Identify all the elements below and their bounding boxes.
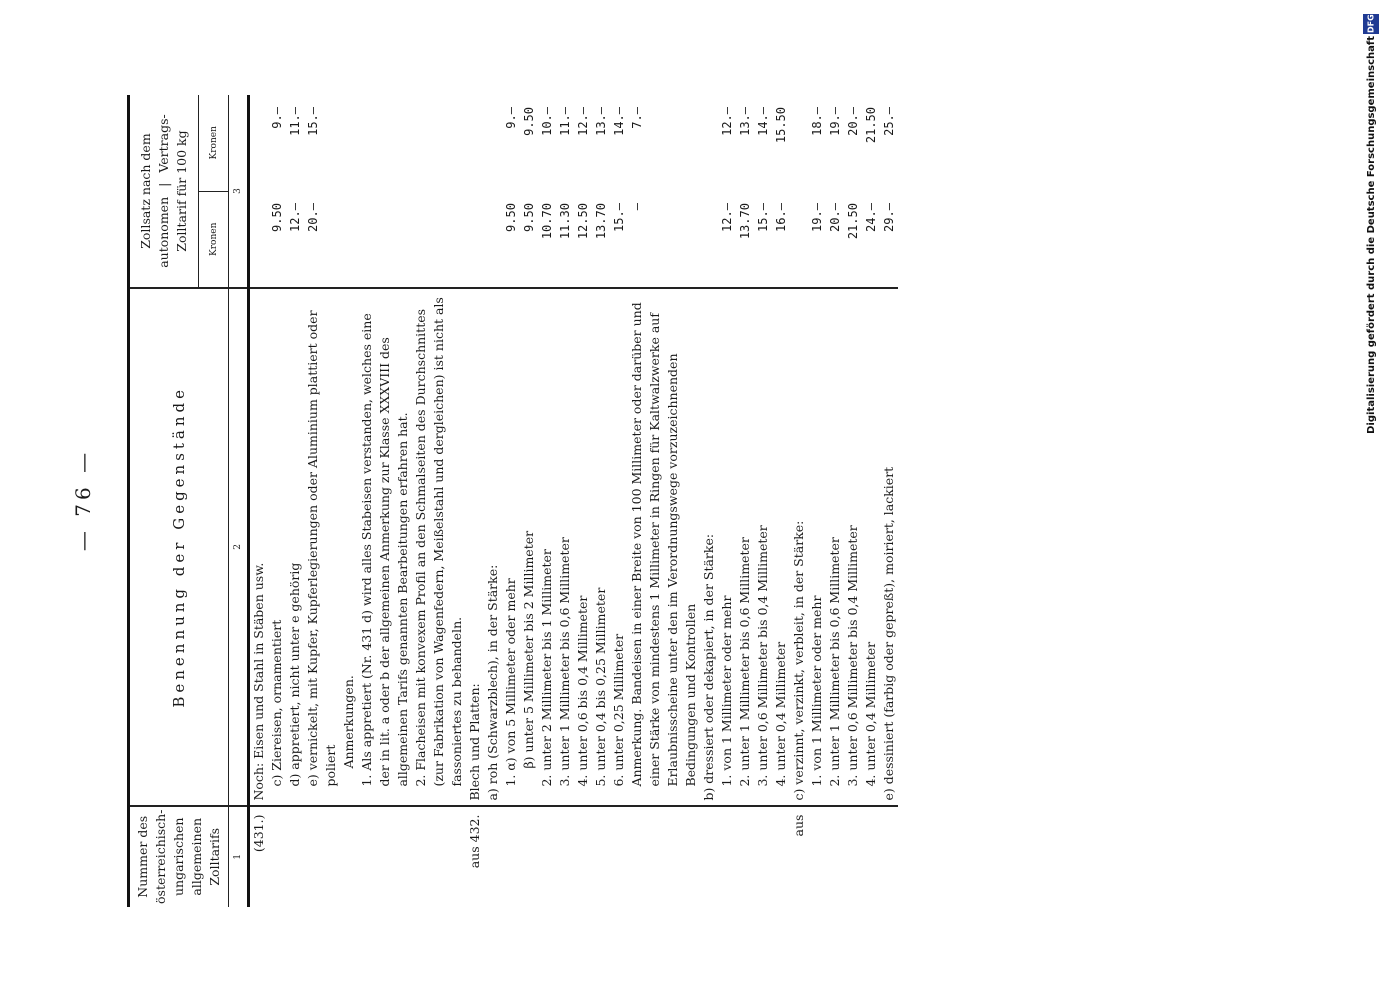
header-description: Benennung der Gegenstände [129,288,229,805]
table-row [358,95,412,907]
rate-contract [700,95,718,191]
col-number-1: 1 [229,806,249,907]
rate-contract: 10.— [540,107,554,136]
rate-autonomous: 9.50 [504,203,518,232]
rate-autonomous: 12.— [288,203,302,232]
table-row [610,95,628,907]
row-description: 2. unter 2 Millimeter bis 1 Millimeter [538,288,556,805]
rate-autonomous: 16.— [774,203,788,232]
table-row [754,95,772,907]
rate-autonomous [340,191,358,288]
row-number [304,806,340,907]
table-row [304,95,340,907]
col-number-2: 2 [229,288,249,805]
table-row [826,95,844,907]
table-row [700,95,718,907]
row-number: aus 432. [467,814,482,869]
rate-autonomous [790,191,808,288]
header-contract: Vertrags- [156,114,172,173]
rate-contract: 13.— [738,107,752,136]
row-number [358,806,412,907]
row-description: 6. unter 0,25 Millimeter [610,288,628,805]
table-row [502,95,520,907]
dfg-credit-text: Digitalisierung gefördert durch die Deutsche Forschungsgemeinschaft [1366,36,1377,434]
row-description: 3. unter 0,6 Millimeter bis 0,4 Millimeter [754,288,772,805]
rate-contract: 15.— [306,107,320,136]
rate-autonomous: 29.— [882,203,896,232]
table-row [286,95,304,907]
rate-contract: 21.50 [864,107,878,144]
table-row [520,95,538,907]
unit-autonomous: Kronen [199,191,229,288]
row-number [556,806,574,907]
row-description: b) dressiert oder dekapiert, in der Stärke: [700,288,718,805]
row-description: e) dessiniert (farbig oder gepreßt), moiriert, lackiert [880,288,898,805]
rate-autonomous [700,191,718,288]
row-number [754,806,772,907]
rate-autonomous [412,191,466,288]
row-description: Anmerkung. Bandeisen in einer Breite von 100 Millimeter oder darüber und einer Stärke von mindestens 1 Millimeter in Ringen für Kaltwalzwerke auf Erlaubnisscheine unter den im Verordnungswege vorzuzeichnenden Bedingungen und Kontrollen [628,288,700,805]
rate-contract [790,95,808,191]
table-row [249,95,269,907]
row-number [502,806,520,907]
rate-contract [340,95,358,191]
row-description: 2. Flacheisen mit konvexem Profil an den Schmalseiten des Durchschnittes (zur Fabrikation von Wagenfedern, Meißelstahl und dergleichen) ist nicht als fassoniertes zu behandeln. [412,288,466,805]
rate-autonomous [466,191,484,288]
rate-contract: 7.— [630,107,644,129]
row-description: d) appretiert, nicht unter e gehörig [286,288,304,805]
rate-contract [466,95,484,191]
row-number [844,806,862,907]
row-description: 1. Als appretiert (Nr. 431 d) wird alles Stabeisen verstanden, welches eine der in lit. a oder b der allgemeinen Anmerkung zur Klasse XXXVIII des allgemeinen Tarifs genannten Bearbeitungen erfahren hat. [358,288,412,805]
row-description: 3. unter 0,6 Millimeter bis 0,4 Millimeter [844,288,862,805]
table-row [880,95,898,907]
row-number [484,806,502,907]
row-description: 4. unter 0,4 Millimeter [862,288,880,805]
col-number-3: 3 [229,95,249,288]
rate-contract: 12.— [576,107,590,136]
rate-contract: 15.50 [774,107,788,144]
rate-autonomous: 19.— [810,203,824,232]
table-row [790,95,808,907]
table-body [249,95,899,907]
row-number [826,806,844,907]
rate-contract [412,95,466,191]
row-description: a) roh (Schwarzblech), in der Stärke: [484,288,502,805]
row-description: 1. α) von 5 Millimeter oder mehr [502,288,520,805]
row-description: c) verzinnt, verzinkt, verbleit, in der Stärke: [790,288,808,805]
row-number [880,806,898,907]
rate-autonomous: 15.— [756,203,770,232]
rate-contract: 13.— [594,107,608,136]
row-number [574,806,592,907]
rate-contract [249,95,269,191]
rate-contract: 11.— [558,107,572,136]
table-row [862,95,880,907]
row-number [610,806,628,907]
row-number [772,806,790,907]
rate-contract: 9.— [270,107,284,129]
row-description: c) Ziereisen, ornamentiert [268,288,286,805]
row-description: 1. von 1 Millimeter oder mehr [718,288,736,805]
rate-autonomous: 9.50 [522,203,536,232]
rate-contract: 11.— [288,107,302,136]
page-number: — 76 — [71,448,95,552]
rate-autonomous: 12.— [720,203,734,232]
row-description: β) unter 5 Millimeter bis 2 Millimeter [520,288,538,805]
row-description: 5. unter 0,4 bis 0,25 Millimeter [592,288,610,805]
row-description: 3. unter 1 Millimeter bis 0,6 Millimeter [556,288,574,805]
rate-autonomous [358,191,412,288]
rate-contract: 25.— [882,107,896,136]
row-number [340,806,358,907]
rotated-document-page [55,85,1135,915]
row-number [718,806,736,907]
dfg-watermark [1363,6,1381,434]
rate-autonomous: 20.— [828,203,842,232]
rate-autonomous [249,191,269,288]
rate-contract: 14.— [612,107,626,136]
row-description: 2. unter 1 Millimeter bis 0,6 Millimeter [826,288,844,805]
table-row [484,95,502,907]
table-row [592,95,610,907]
row-description: 4. unter 0,4 Millimeter [772,288,790,805]
table-row [772,95,790,907]
table-row [538,95,556,907]
row-description: 4. unter 0,6 bis 0,4 Millimeter [574,288,592,805]
row-number [592,806,610,907]
row-number [628,806,700,907]
table-row [340,95,358,907]
table-row [808,95,826,907]
row-description: Blech und Platten: [466,288,484,805]
table-row [268,95,286,907]
rate-autonomous: 11.30 [558,203,572,240]
header-autonomous: autonomen [156,196,172,268]
row-description: 2. unter 1 Millimeter bis 0,6 Millimeter [736,288,754,805]
header-rate-sub: Zolltarif für 100 kg [174,130,190,252]
table-row [844,95,862,907]
table-row [466,95,484,907]
rate-autonomous: 12.50 [576,203,590,240]
row-number [808,806,826,907]
rate-autonomous: 10.70 [540,203,554,240]
rate-contract: 20.— [846,107,860,136]
row-number [736,806,754,907]
row-number: (431.) [251,814,266,853]
row-number [268,806,286,907]
header-rate-title: Zollsatz nach dem [138,133,154,249]
row-description: Anmerkungen. [340,288,358,805]
rate-autonomous: 9.50 [270,203,284,232]
tariff-table [127,95,898,907]
table-row [412,95,466,907]
rate-autonomous: 15.— [612,203,626,232]
row-number [286,806,304,907]
row-description: Noch: Eisen und Stahl in Stäben usw. [249,288,269,805]
rate-autonomous: 13.70 [738,203,752,240]
table-row [628,95,700,907]
rate-contract [358,95,412,191]
table-row [718,95,736,907]
header-number: Nummer des österreichisch-ungarischen allgemeinen Zolltarifs [129,806,229,907]
header-rate-group: Zollsatz nach dem autonomen | Vertrags- Zolltarif für 100 kg [129,95,199,288]
rate-autonomous: 20.— [306,203,320,232]
row-number [862,806,880,907]
rate-contract: 9.— [504,107,518,129]
row-number [538,806,556,907]
rate-contract: 19.— [828,107,842,136]
table-row [736,95,754,907]
rate-autonomous: 21.50 [846,203,860,240]
row-description: e) vernickelt, mit Kupfer, Kupferlegierungen oder Aluminium plattiert oder poliert [304,288,340,805]
row-number [520,806,538,907]
rate-contract: 18.— [810,107,824,136]
rate-contract: 9.50 [522,107,536,136]
rate-contract: 12.— [720,107,734,136]
row-number: aus [791,814,806,837]
row-number [412,806,466,907]
row-description: 1. von 1 Millimeter oder mehr [808,288,826,805]
unit-contract: Kronen [199,95,229,191]
rate-autonomous: — [630,203,644,211]
table-row [574,95,592,907]
rate-autonomous: 13.70 [594,203,608,240]
rate-autonomous [484,191,502,288]
rate-autonomous: 24.— [864,203,878,232]
dfg-logo: DFG [1363,14,1379,34]
row-number [700,806,718,907]
rate-contract: 14.— [756,107,770,136]
table-row [556,95,574,907]
rate-contract [484,95,502,191]
